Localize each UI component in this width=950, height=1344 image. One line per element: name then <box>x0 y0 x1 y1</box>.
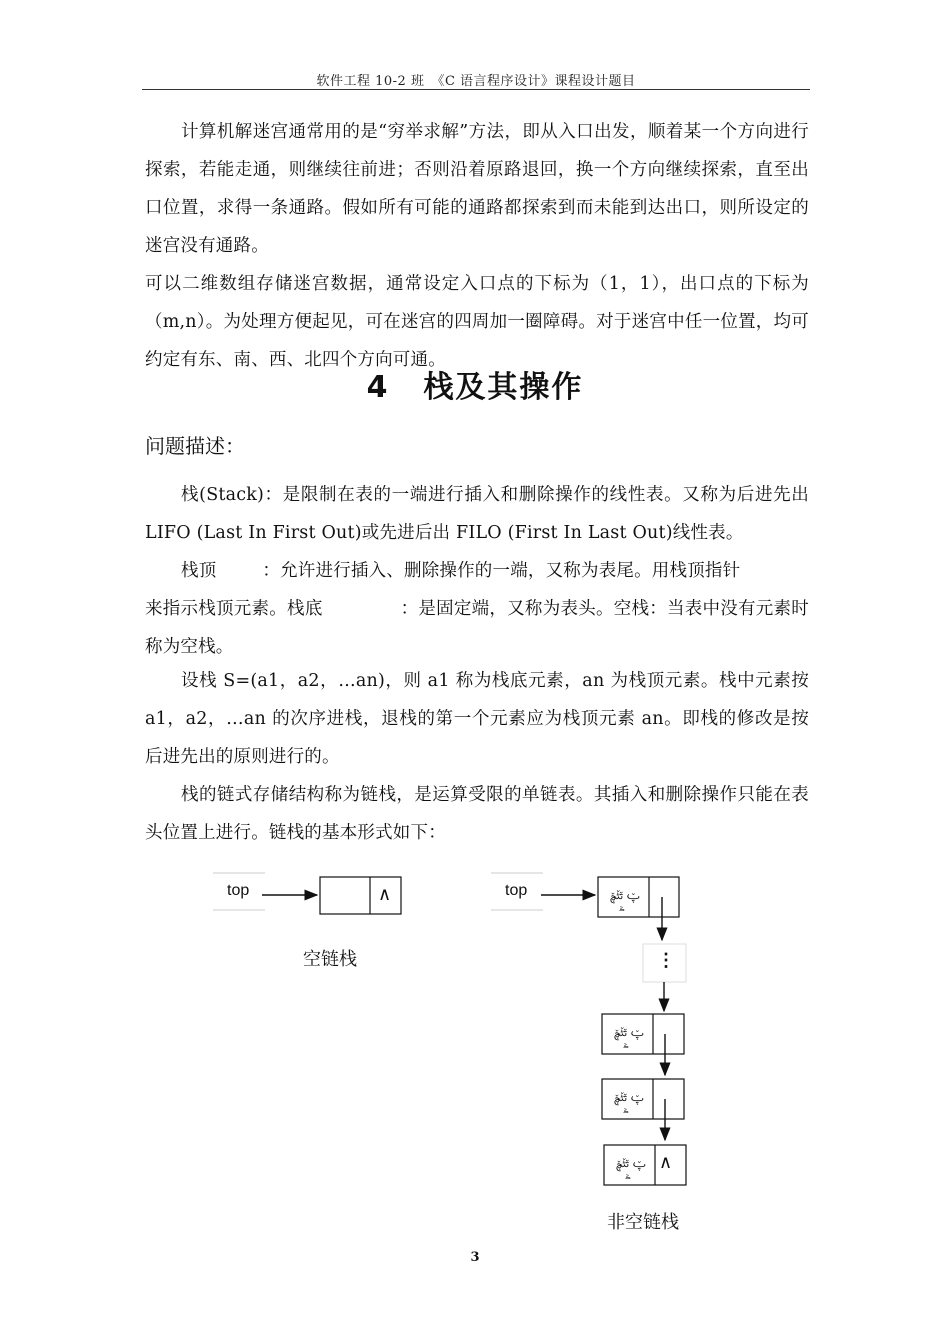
node-3-sub: ࣂ <box>623 1106 629 1115</box>
node-1-sub: ࣂ <box>619 904 625 913</box>
node-2-sub: ࣂ <box>623 1041 629 1050</box>
ellipsis-icon: ⋮ <box>657 950 675 971</box>
intro-paragraph-1: 计算机解迷宫通常用的是“穷举求解”方法，即从入口出发，顺着某一个方向进行探索，若能走通，则继续往前进；否则沿着原路退回，换一个方向继续探索，直至出口位置，求得一条通路。假如所有可能的通路都探索到而未能到达出口，则所设定的迷宫没有通路。 <box>145 122 809 256</box>
node-4-data: ࢾ ࢿࣀࣁ <box>616 1156 646 1171</box>
empty-null-symbol: ∧ <box>378 884 392 905</box>
intro-paragraph-2: 可以二维数组存储迷宫数据，通常设定入口点的下标为（1，1），出口点的下标为（m,n）。为处理方便起见，可在迷宫的四周加一圈障碍。对于迷宫中任一位置，均可约定有东、南、西、北四个方向可通。 <box>145 274 809 370</box>
stack-top-desc: ：允许进行插入、删除操作的一端，又称为表尾。用栈顶指针 <box>262 561 741 581</box>
stack-top-term: 栈顶 <box>181 561 217 581</box>
node-3-data: ࢾ ࢿࣀࣁ <box>614 1090 644 1105</box>
stack-definition: 栈(Stack)：是限制在表的一端进行插入和删除操作的线性表。又称为后进先出 LIFO (Last In First Out)或先进后出 FILO (First In Last Out)线性表。 <box>145 485 809 543</box>
stack-bottom-desc: ：是固定端，又称为表头。空栈：当表中没有元素时称为空栈。 <box>145 599 809 657</box>
empty-stack-caption: 空链栈 <box>303 949 357 970</box>
section-number: 4 <box>366 370 390 405</box>
running-header: 软件工程 10-2 班 《C 语言程序设计》课程设计题目 <box>316 74 636 89</box>
problem-heading: 问题描述： <box>145 434 245 458</box>
nonempty-stack-caption: 非空链栈 <box>607 1212 679 1233</box>
linked-stack-paragraph: 栈的链式存储结构称为链栈，是运算受限的单链表。其插入和删除操作只能在表头位置上进行。链栈的基本形式如下： <box>145 785 809 843</box>
page-number: 3 <box>470 1250 480 1265</box>
node-1-data: ࢾ ࢿࣀࣁ <box>610 888 640 903</box>
node-2-data: ࢾ ࢿࣀࣁ <box>614 1025 644 1040</box>
stack-top-desc-2: 来指示栈顶元素。栈底 <box>145 599 323 619</box>
node-4-null-symbol: ∧ <box>659 1152 673 1173</box>
empty-top-label: top <box>227 882 250 899</box>
node-4-sub: ࣂ <box>625 1172 631 1181</box>
stack-example: 设栈 S=(a1，a2，…an)，则 a1 称为栈底元素，an 为栈顶元素。栈中元素按 a1，a2，…an 的次序进栈，退栈的第一个元素应为栈顶元素 an。即栈的修改是按后进先出的原则进行的。 <box>145 671 809 767</box>
nonempty-top-label: top <box>505 882 528 899</box>
section-title-text: 栈及其操作 <box>423 370 584 405</box>
